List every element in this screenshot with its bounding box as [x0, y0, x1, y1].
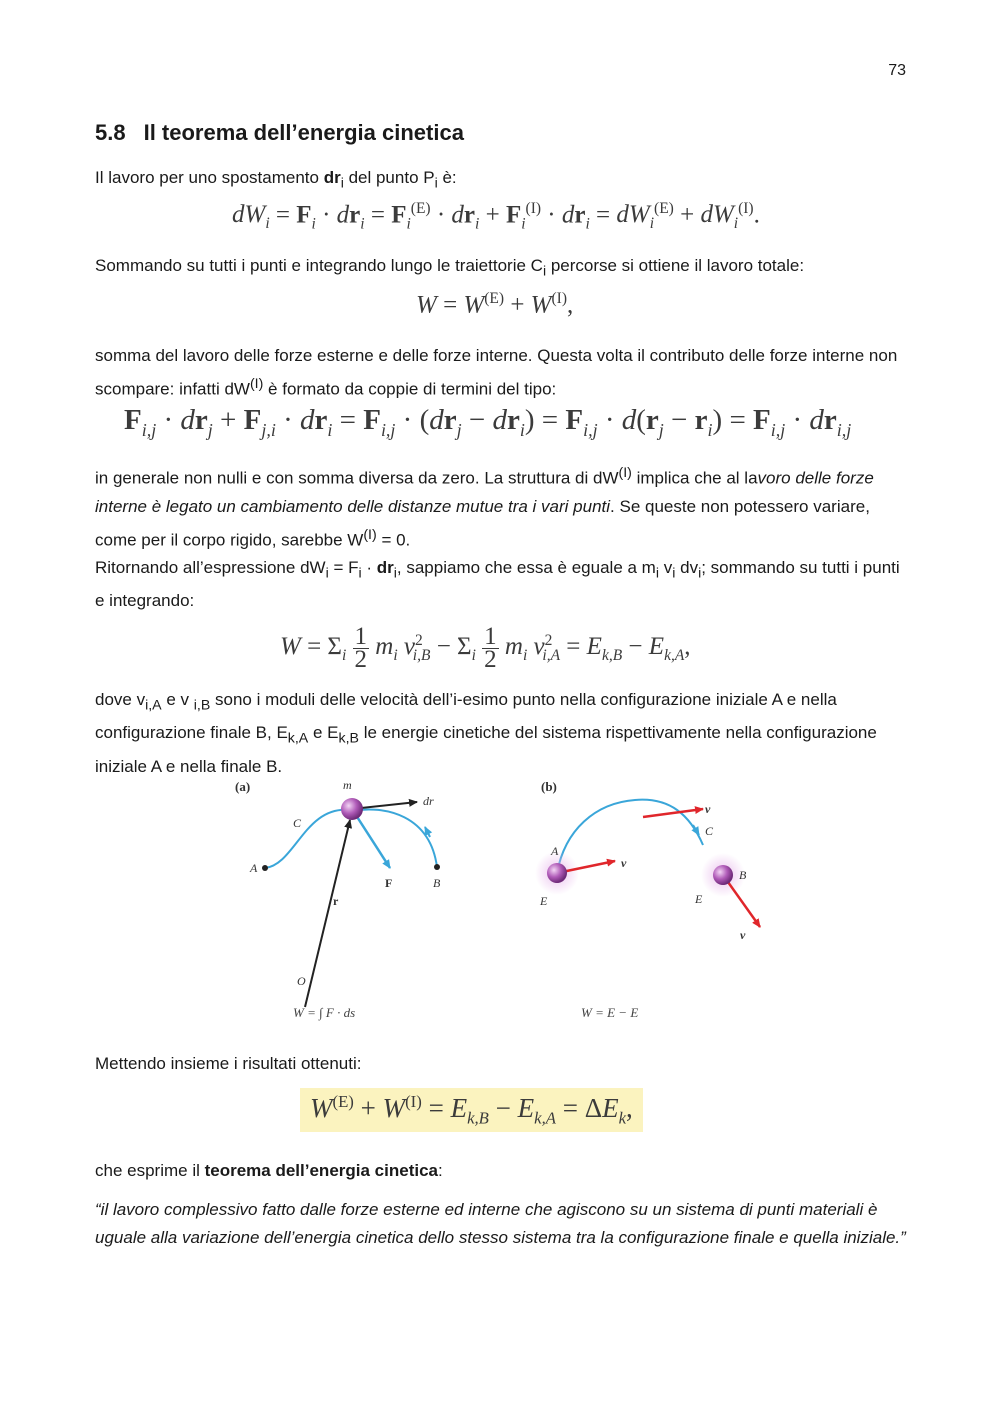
text: ; sommando su tutti i punti e integrando:	[95, 558, 900, 611]
text: implica che al la	[631, 468, 758, 488]
theorem-quote: “il lavoro complessivo fatto dalle forze esterne ed interne che agiscono su un sistema di punti materiali è uguale alla variazione dell’energia cinetica dello stesso sistema tra la configurazione finale e quella iniziale.”	[95, 1200, 906, 1247]
text: che esprime il	[95, 1161, 205, 1180]
subscript: i	[698, 565, 702, 582]
text: , sappiamo che essa è eguale a m	[396, 558, 656, 577]
label-B-b: B	[739, 868, 747, 882]
point-B	[434, 864, 440, 870]
subscript: i	[340, 175, 344, 192]
equation-dW-i: $dW_i = F_i \cdot dr_i = F_i^{(E)} \cdot dr_i + F_i^{(I)} \cdot dr_i = dW_i^{(E)} + dW_i^{(I)}$.	[232, 200, 760, 233]
subscript: i	[358, 565, 362, 582]
label-A: A	[250, 861, 258, 875]
label-B: B	[433, 876, 441, 890]
paragraph-8	[95, 1157, 910, 1185]
label-r: r	[333, 894, 339, 908]
figure-work-energy	[225, 775, 785, 1040]
section-title: Il teorema dell’energia cinetica	[143, 120, 464, 145]
trajectory-b-arrow	[693, 825, 699, 835]
text: percorse si ottiene il lavoro totale:	[546, 256, 805, 275]
subscript: i,A	[145, 697, 162, 714]
text: :	[438, 1161, 443, 1180]
superscript: (I)	[618, 465, 632, 481]
equation-theorem: $W^{(E)} + W^{(I)} = E_{k,B} - E_{k,A} = \Delta E_k$,	[300, 1088, 643, 1132]
text: del punto P	[343, 168, 435, 187]
subscript: i	[393, 565, 397, 582]
label-C: C	[293, 816, 302, 830]
subscript: i	[542, 263, 547, 280]
label-Ek-B: E	[695, 892, 703, 906]
subscript: i,B	[193, 697, 211, 714]
label-v-B: v	[740, 928, 746, 942]
panel-b	[535, 779, 760, 1020]
trajectory-path-rest	[352, 809, 437, 867]
superscript: (I)	[249, 376, 264, 392]
panel-a	[235, 778, 441, 1021]
text: e v	[161, 690, 194, 709]
superscript: (I)	[363, 526, 377, 543]
trajectory-path	[265, 810, 350, 868]
formula-b: W = E − E	[581, 1005, 639, 1020]
panel-a-label: (a)	[235, 779, 251, 794]
subscript: i	[434, 175, 438, 192]
page-number: 73	[888, 62, 906, 79]
bold-text: teorema dell’energia cinetica	[204, 1161, 438, 1180]
text: e E	[308, 723, 339, 743]
text: v	[659, 558, 673, 577]
label-A-b: A	[551, 844, 559, 858]
sphere-A	[547, 863, 567, 883]
paragraph-7: Mettendo insieme i risultati ottenuti:	[95, 1054, 362, 1073]
label-dr: dr	[423, 794, 434, 808]
equation-W-total: $W = W^{(E)} + W^{(I)}$,	[416, 290, 574, 319]
text: = F	[328, 558, 359, 577]
label-v-A: v	[621, 856, 627, 870]
paragraph-4	[95, 459, 910, 554]
panel-b-label: (b)	[541, 779, 557, 794]
bold-text: dr	[376, 558, 394, 577]
text: dove v	[95, 690, 146, 709]
label-m: m	[343, 778, 352, 792]
bold-text: dr	[323, 168, 341, 187]
text: dv	[675, 558, 699, 577]
italic-text: voro delle forze interne è legato un cambiamento delle distanze mutue tra i vari punti	[95, 468, 874, 516]
paragraph-5	[95, 554, 910, 615]
subscript: i	[325, 565, 329, 582]
paragraph-1	[95, 164, 910, 197]
sphere-B	[713, 865, 733, 885]
text: Ritornando all’espressione dW	[95, 558, 326, 577]
section-heading	[95, 120, 464, 146]
formula-a: W = ∫ F · ds	[293, 1005, 356, 1020]
text: . Se queste non potessero variare, come per il corpo rigido, sarebbe W	[95, 496, 870, 550]
label-F: F	[385, 876, 393, 890]
paragraph-3	[95, 342, 910, 404]
position-vector-r	[305, 820, 350, 1007]
text: è:	[437, 168, 457, 187]
subscript: k,A	[287, 730, 309, 747]
equation-internal-pairs: $F_{i,j} \cdot dr_j + F_{j,i} \cdot dr_i = F_{i,j} \cdot (dr_j - dr_i) = F_{i,j} \cdot d(r_j - r_i) = F_{i,j} \cdot dr_{i,j}$	[124, 404, 852, 440]
label-Ek-A: E	[540, 894, 548, 908]
paragraph-6	[95, 686, 910, 781]
velocity-i	[643, 809, 703, 817]
label-C-b: C	[705, 824, 714, 838]
text: Il lavoro per uno spostamento	[95, 168, 324, 187]
text: le energie cinetiche del sistema rispettivamente nella configurazione iniziale A e nella finale B.	[95, 723, 877, 776]
label-O: O	[297, 974, 306, 988]
paragraph-2	[95, 252, 910, 285]
subscript: i	[672, 565, 676, 582]
text: somma del lavoro delle forze esterne e delle forze interne. Questa volta il contributo delle forze interne non scompare: infatti dW	[95, 346, 898, 399]
equation-kinetic: $W = \Sigma_i$ $\frac{1}{2}$ $m_i$ $v^2_{i,B} - \Sigma_i$ $\frac{1}{2}$ $m_i$ $v^2_{i,A} = E_{k,B} - E_{k,A}$,	[280, 623, 691, 673]
text: è formato da coppie di termini del tipo:	[263, 379, 557, 399]
text: sono i moduli delle velocità dell’i-esimo punto nella configurazione iniziale A e nella configurazione finale B, E	[95, 690, 837, 743]
text: in generale non nulli e con somma diversa da zero. La struttura di dW	[95, 468, 619, 488]
text: = 0.	[376, 530, 411, 550]
mass-sphere	[341, 798, 363, 820]
point-A	[262, 865, 268, 871]
text: Sommando su tutti i punti e integrando lungo le traiettorie C	[95, 256, 543, 275]
label-v-i: v	[705, 802, 711, 816]
subscript: i	[655, 565, 659, 582]
section-number: 5.8	[95, 120, 126, 145]
subscript: k,B	[338, 730, 359, 747]
text: ·	[361, 558, 377, 577]
